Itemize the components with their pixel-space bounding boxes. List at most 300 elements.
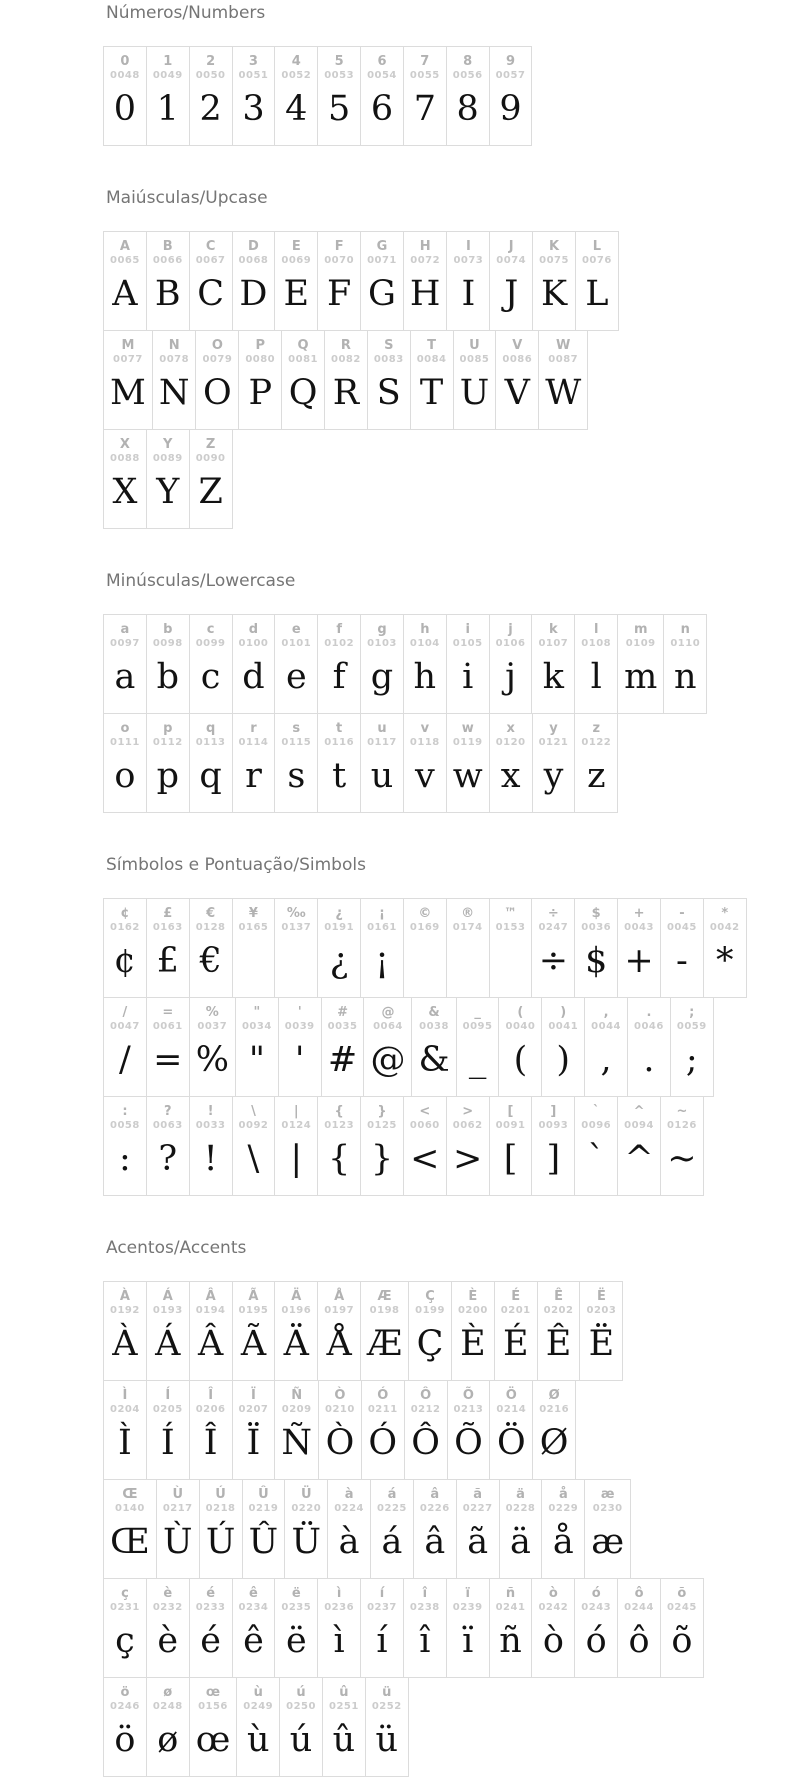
cell-code-label: 0165 [238, 922, 269, 933]
cell-code-label: 0090 [195, 453, 226, 464]
cell-char-label: ä [516, 1487, 525, 1502]
char-cell [365, 1678, 408, 1776]
char-cell [584, 1480, 630, 1578]
cell-code-label: 0124 [281, 1120, 312, 1131]
char-cell [274, 1282, 317, 1380]
cell-code-label: 0093 [538, 1120, 569, 1131]
cell-glyph: Ò [325, 1423, 355, 1463]
cell-glyph: £ [156, 941, 179, 981]
cell-char-label: ( [517, 1005, 524, 1020]
cell-char-label: Æ [377, 1289, 392, 1304]
cell-glyph: R [332, 373, 360, 413]
char-cell [317, 47, 360, 145]
cell-char-label: t [336, 721, 343, 736]
cell-glyph: _ [468, 1040, 487, 1080]
char-cell [370, 1480, 413, 1578]
cell-code-label: 0193 [152, 1305, 183, 1316]
cell-code-label: 0209 [281, 1404, 312, 1415]
cell-glyph: N [158, 373, 190, 413]
cell-char-label: @ [381, 1005, 395, 1020]
cell-code-label: 0036 [581, 922, 612, 933]
section-title: Maiúsculas/Upcase [106, 188, 268, 208]
cell-glyph: Á [155, 1324, 181, 1364]
char-cell [189, 1097, 232, 1195]
cell-code-label: 0153 [495, 922, 526, 933]
cell-code-label: 0074 [496, 255, 527, 266]
cell-code-label: 0192 [110, 1305, 140, 1316]
cell-glyph: î [419, 1621, 431, 1661]
cell-code-label: 0218 [205, 1503, 236, 1514]
cell-glyph: t [332, 756, 347, 796]
cell-glyph: * [715, 941, 734, 981]
char-cell [104, 615, 146, 713]
cell-glyph: Ü [291, 1522, 322, 1562]
cell-glyph: S [376, 373, 401, 413]
cell-code-label: 0071 [367, 255, 397, 266]
cell-code-label: 0246 [110, 1701, 140, 1712]
cell-glyph: L [585, 274, 609, 314]
cell-code-label: 0099 [195, 638, 226, 649]
cell-code-label: 0249 [243, 1701, 274, 1712]
cell-code-label: 0121 [538, 737, 569, 748]
cell-char-label: [ [507, 1104, 514, 1119]
cell-char-label: Õ [462, 1388, 474, 1403]
cell-glyph: í [376, 1621, 388, 1661]
cell-char-label: R [340, 338, 351, 353]
cell-glyph: & [418, 1040, 450, 1080]
cell-glyph: ` [587, 1139, 605, 1179]
cell-glyph: â [424, 1522, 446, 1562]
cell-glyph: $ [585, 941, 608, 981]
char-cell [411, 998, 455, 1096]
cell-glyph: è [157, 1621, 179, 1661]
char-cell [189, 1282, 232, 1380]
cell-char-label: ü [382, 1685, 392, 1700]
cell-char-label: ï [465, 1586, 470, 1601]
cell-char-label: m [633, 622, 648, 637]
cell-code-label: 0069 [281, 255, 312, 266]
char-cell [489, 899, 532, 997]
cell-char-label: a [120, 622, 130, 637]
char-cell [146, 430, 189, 528]
cell-glyph: ¡ [374, 941, 390, 981]
cell-glyph: a [114, 657, 136, 697]
char-cell [360, 1282, 408, 1380]
char-cell [146, 998, 189, 1096]
cell-code-label: 0107 [538, 638, 569, 649]
cell-char-label: E [291, 239, 301, 254]
cell-char-label: s [292, 721, 301, 736]
cell-glyph: Ç [416, 1324, 444, 1364]
char-cell [104, 1678, 146, 1776]
cell-code-label: 0054 [367, 70, 397, 81]
cell-glyph: : [119, 1139, 131, 1179]
cell-glyph: m [624, 657, 658, 697]
cell-char-label: Ó [377, 1388, 389, 1403]
cell-char-label: í [379, 1586, 385, 1601]
cell-char-label: P [255, 338, 265, 353]
char-cell [274, 47, 317, 145]
section-title: Acentos/Accents [106, 1238, 247, 1258]
cell-glyph: Ê [545, 1324, 572, 1364]
cell-char-label: B [162, 239, 173, 254]
char-cell [447, 1381, 490, 1479]
cell-glyph: A [112, 274, 138, 314]
cell-char-label: \ [251, 1104, 256, 1119]
cell-code-label: 0060 [409, 1120, 440, 1131]
char-cell [541, 998, 584, 1096]
cell-code-label: 0238 [409, 1602, 440, 1613]
cell-char-label: J [508, 239, 514, 254]
cell-char-label: ™ [504, 906, 518, 921]
cell-code-label: 0233 [195, 1602, 226, 1613]
cell-char-label: Ê [554, 1289, 563, 1304]
char-cell [242, 1480, 285, 1578]
char-cell [531, 899, 574, 997]
char-cell [146, 615, 189, 713]
cell-code-label: 0091 [495, 1120, 526, 1131]
char-cell [104, 47, 146, 145]
char-cell [274, 1579, 317, 1677]
char-cell [232, 714, 275, 812]
cell-code-label: 0111 [110, 737, 140, 748]
cell-glyph: æ [591, 1522, 625, 1562]
cell-glyph: 7 [413, 89, 436, 129]
char-cell [456, 1480, 499, 1578]
cell-code-label: 0252 [371, 1701, 402, 1712]
char-cell [232, 1381, 275, 1479]
cell-char-label: h [420, 622, 430, 637]
cell-glyph: ã [467, 1522, 489, 1562]
char-cell [360, 1097, 403, 1195]
cell-glyph: ! [203, 1139, 218, 1179]
cell-char-label: ó [591, 1586, 601, 1601]
cell-char-label: ' [297, 1005, 302, 1020]
cell-code-label: 0207 [238, 1404, 269, 1415]
cell-code-label: 0087 [548, 354, 579, 365]
char-cell [451, 1282, 494, 1380]
cell-char-label: Î [208, 1388, 214, 1403]
cell-char-label: 7 [420, 54, 430, 69]
cell-glyph: Û [248, 1522, 279, 1562]
cell-char-label: ô [634, 1586, 644, 1601]
cell-char-label: 8 [463, 54, 473, 69]
char-cell [146, 714, 189, 812]
cell-code-label: 0203 [586, 1305, 617, 1316]
cell-code-label: 0053 [324, 70, 355, 81]
char-cell [279, 1678, 322, 1776]
cell-code-label: 0092 [238, 1120, 269, 1131]
cell-char-label: ] [550, 1104, 557, 1119]
cell-char-label: p [163, 721, 173, 736]
cell-code-label: 0059 [676, 1021, 707, 1032]
cell-code-label: 0075 [539, 255, 569, 266]
char-cell [361, 1381, 404, 1479]
char-cell [663, 615, 706, 713]
char-cell [104, 232, 146, 330]
cell-char-label: Ã [248, 1289, 259, 1304]
char-cell [538, 331, 587, 429]
cell-glyph: + [624, 941, 654, 981]
cell-glyph: á [381, 1522, 403, 1562]
char-cell [360, 615, 403, 713]
cell-glyph: F [326, 274, 352, 314]
char-cell [360, 47, 403, 145]
cell-code-label: 0174 [452, 922, 483, 933]
char-cell [284, 1480, 327, 1578]
char-cell [532, 714, 575, 812]
cell-char-label: Á [162, 1289, 173, 1304]
char-cell [189, 232, 232, 330]
cell-glyph: l [590, 657, 602, 697]
cell-glyph: q [199, 756, 222, 796]
cell-glyph: < [410, 1139, 440, 1179]
cell-char-label: Ç [425, 1289, 435, 1304]
cell-code-label: 0234 [238, 1602, 269, 1613]
char-cell [531, 1097, 574, 1195]
char-cell [232, 899, 275, 997]
cell-char-label: © [418, 906, 432, 921]
char-cell [104, 714, 146, 812]
cell-code-label: 0073 [453, 255, 484, 266]
cell-code-label: 0214 [496, 1404, 527, 1415]
cell-glyph: Í [160, 1423, 175, 1463]
cell-char-label: n [680, 622, 690, 637]
cell-code-label: 0244 [624, 1602, 654, 1613]
char-cell [104, 1480, 156, 1578]
char-cell [324, 331, 367, 429]
cell-code-label: 0100 [238, 638, 269, 649]
cell-char-label: " [253, 1005, 261, 1020]
cell-glyph: Ù [162, 1522, 193, 1562]
cell-char-label: Ô [420, 1388, 432, 1403]
cell-char-label: # [337, 1005, 349, 1020]
cell-glyph: 8 [456, 89, 479, 129]
cell-char-label: g [377, 622, 387, 637]
cell-glyph: Ô [411, 1423, 440, 1463]
cell-glyph: Ë [588, 1324, 615, 1364]
cell-code-label: 0070 [324, 255, 355, 266]
char-cell [660, 899, 703, 997]
cell-char-label: e [291, 622, 301, 637]
char-cell [232, 47, 275, 145]
cell-code-label: 0198 [369, 1305, 400, 1316]
cell-code-label: 0039 [284, 1021, 315, 1032]
char-cell [146, 1678, 189, 1776]
cell-code-label: 0080 [245, 354, 276, 365]
section-accents [103, 1238, 800, 1777]
char-cell [446, 47, 489, 145]
cell-glyph: E [283, 274, 310, 314]
char-cell [104, 430, 146, 528]
cell-char-label: U [469, 338, 480, 353]
cell-char-label: 4 [291, 54, 301, 69]
char-cell [146, 47, 189, 145]
cell-glyph: ô [628, 1621, 650, 1661]
char-cell [489, 47, 532, 145]
char-cell [360, 899, 403, 997]
cell-glyph: Õ [454, 1423, 483, 1463]
cell-glyph: C [197, 274, 224, 314]
char-cell [189, 899, 232, 997]
cell-char-label: N [168, 338, 180, 353]
cell-code-label: 0050 [195, 70, 226, 81]
char-cell [232, 1579, 275, 1677]
cell-char-label: d [248, 622, 259, 637]
cell-code-label: 0196 [281, 1305, 312, 1316]
section-title: Números/Numbers [106, 3, 266, 23]
char-cell [152, 331, 196, 429]
cell-code-label: 0085 [459, 354, 490, 365]
cell-char-label: Y [163, 437, 173, 452]
cell-char-label: ì [336, 1586, 342, 1601]
cell-glyph: 1 [156, 89, 179, 129]
cell-char-label: ú [296, 1685, 306, 1700]
cell-char-label: C [205, 239, 216, 254]
cell-glyph: ü [375, 1720, 399, 1760]
cell-code-label: 0236 [324, 1602, 355, 1613]
cell-code-label: 0243 [581, 1602, 612, 1613]
cell-code-label: 0216 [539, 1404, 570, 1415]
cell-code-label: 0251 [328, 1701, 359, 1712]
cell-code-label: 0245 [666, 1602, 697, 1613]
cell-char-label: 3 [248, 54, 258, 69]
cell-glyph: M [110, 373, 146, 413]
cell-char-label: i [465, 622, 470, 637]
char-cell [579, 1282, 622, 1380]
cell-glyph: # [327, 1040, 358, 1080]
char-row [103, 1578, 704, 1678]
cell-glyph: " [248, 1040, 265, 1080]
cell-glyph: K [540, 274, 568, 314]
cell-code-label: 0077 [113, 354, 143, 365]
cell-char-label: ê [249, 1586, 258, 1601]
char-cell [189, 1381, 232, 1479]
cell-glyph: e [285, 657, 307, 697]
cell-glyph: = [153, 1040, 183, 1080]
cell-code-label: 0116 [324, 737, 355, 748]
cell-glyph: o [114, 756, 136, 796]
cell-char-label: ‰ [286, 906, 306, 921]
char-row [103, 1380, 576, 1480]
cell-glyph: Ú [205, 1522, 236, 1562]
char-cell [238, 331, 281, 429]
char-cell [489, 1097, 532, 1195]
char-cell [317, 899, 360, 997]
cell-code-label: 0082 [331, 354, 361, 365]
char-cell [189, 1579, 232, 1677]
cell-char-label: á [387, 1487, 397, 1502]
cell-glyph: w [452, 756, 483, 796]
cell-code-label: 0044 [591, 1021, 622, 1032]
cell-char-label: T [427, 338, 437, 353]
cell-char-label: j [508, 622, 513, 637]
cell-glyph: b [156, 657, 179, 697]
cell-code-label: 0047 [110, 1021, 140, 1032]
cell-code-label: 0062 [452, 1120, 483, 1131]
cell-char-label: ¡ [379, 906, 385, 921]
cell-code-label: 0118 [409, 737, 440, 748]
cell-glyph: ç [115, 1621, 135, 1661]
char-cell [403, 1097, 446, 1195]
cell-glyph: ò [542, 1621, 564, 1661]
char-cell [189, 1678, 237, 1776]
char-cell [617, 615, 663, 713]
cell-glyph: O [203, 373, 232, 413]
char-row [103, 713, 618, 813]
char-cell [104, 1579, 146, 1677]
cell-code-label: 0197 [324, 1305, 355, 1316]
cell-code-label: 0043 [624, 922, 654, 933]
cell-code-label: 0065 [110, 255, 140, 266]
char-row [103, 1281, 623, 1381]
cell-code-label: 0058 [110, 1120, 140, 1131]
cell-char-label: ø [163, 1685, 173, 1700]
cell-code-label: 0067 [195, 255, 226, 266]
cell-glyph: À [112, 1324, 138, 1364]
section-numbers [103, 3, 800, 146]
cell-code-label: 0241 [495, 1602, 526, 1613]
cell-code-label: 0103 [367, 638, 397, 649]
char-cell [281, 331, 324, 429]
cell-char-label: : [122, 1104, 128, 1119]
cell-code-label: 0202 [543, 1305, 574, 1316]
cell-glyph: I [461, 274, 476, 314]
char-cell [317, 615, 360, 713]
cell-glyph: ø [157, 1720, 179, 1760]
cell-code-label: 0098 [152, 638, 183, 649]
cell-glyph: ) [556, 1040, 571, 1080]
cell-char-label: / [122, 1005, 128, 1020]
char-cell [446, 1097, 489, 1195]
cell-char-label: < [419, 1104, 431, 1119]
cell-code-label: 0220 [291, 1503, 322, 1514]
cell-code-label: 0239 [452, 1602, 483, 1613]
cell-glyph: B [154, 274, 181, 314]
cell-code-label: 0114 [238, 737, 269, 748]
cell-char-label: Œ [122, 1487, 138, 1502]
cell-glyph: Ã [240, 1324, 267, 1364]
cell-code-label: 0049 [152, 70, 183, 81]
cell-code-label: 0137 [281, 922, 312, 933]
cell-glyph: 5 [328, 89, 351, 129]
cell-code-label: 0051 [238, 70, 269, 81]
section-title: Símbolos e Pontuação/Simbols [106, 855, 366, 875]
cell-glyph: ~ [667, 1139, 697, 1179]
char-cell [195, 331, 238, 429]
cell-char-label: | [293, 1104, 299, 1119]
char-cell [541, 1480, 584, 1578]
cell-glyph: 9 [499, 89, 522, 129]
cell-glyph: v [414, 756, 435, 796]
cell-char-label: Ü [300, 1487, 312, 1502]
char-cell [321, 998, 364, 1096]
cell-code-label: 0066 [152, 255, 183, 266]
cell-char-label: { [334, 1104, 344, 1119]
cell-code-label: 0225 [377, 1503, 407, 1514]
char-cell [189, 714, 232, 812]
cell-glyph: . [643, 1040, 655, 1080]
cell-code-label: 0206 [195, 1404, 226, 1415]
cell-glyph: > [453, 1139, 483, 1179]
cell-char-label: ñ [505, 1586, 516, 1601]
cell-code-label: 0226 [419, 1503, 450, 1514]
cell-char-label: œ [205, 1685, 221, 1700]
cell-code-label: 0140 [114, 1503, 145, 1514]
cell-glyph: Î [203, 1423, 218, 1463]
char-cell [498, 998, 541, 1096]
char-cell [703, 899, 746, 997]
